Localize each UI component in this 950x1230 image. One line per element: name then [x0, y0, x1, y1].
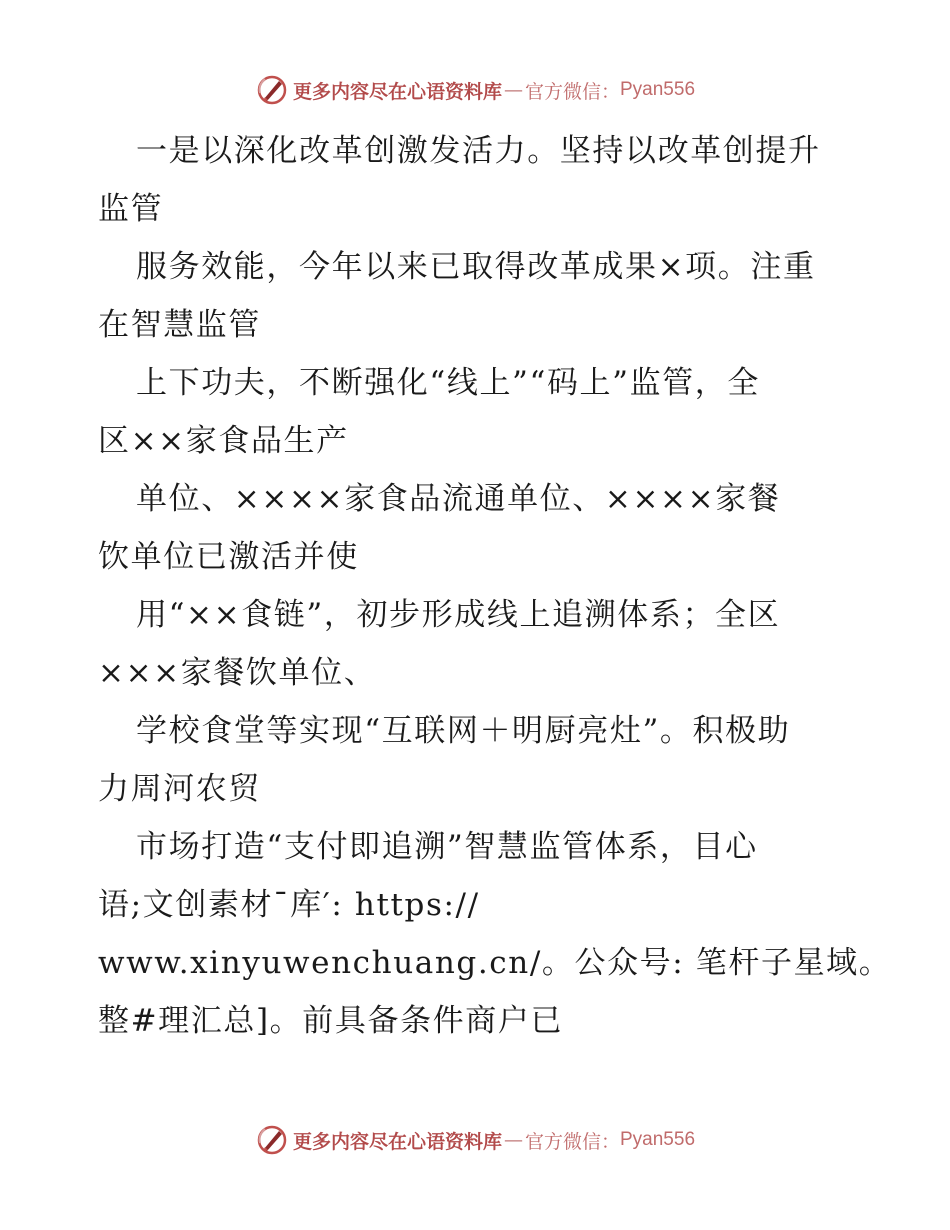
body-line: 饮单位已激活并使	[98, 539, 359, 575]
banner-wechat-label: 官方微信：	[524, 80, 620, 103]
body-line: 整#理汇总]。前具备条件商户已	[98, 1003, 564, 1039]
quill-pen-logo-icon	[255, 1123, 289, 1157]
banner-wechat-label: 官方微信：	[524, 1130, 620, 1153]
body-line: 一是以深化改革创激发活力。坚持以改革创提升	[136, 133, 821, 169]
footer-banner	[0, 1120, 950, 1160]
body-line: ×××家餐饮单位、	[98, 655, 377, 691]
banner-slogan: 更多内容尽在心语资料库	[292, 1130, 502, 1153]
body-line: 用“××食链”，初步形成线上追溯体系；全区	[136, 597, 781, 633]
document-body	[98, 122, 892, 1050]
body-line: 力周河农贸	[98, 771, 261, 807]
body-line: 单位、××××家食品流通单位、××××家餐	[136, 481, 781, 517]
body-line: 区××家食品生产	[98, 423, 349, 459]
body-line: 市场打造“支付即追溯”智慧监管体系，目心	[136, 829, 758, 865]
banner-dash: —	[503, 79, 523, 101]
body-line: www.xinyuwenchuang.cn/。公众号: 笔杆子星域。	[98, 945, 892, 981]
banner-dash: —	[503, 1129, 523, 1151]
banner-wechat-id: Pyan556	[620, 1129, 696, 1150]
header-banner	[0, 70, 950, 110]
body-line: 监管	[98, 191, 164, 227]
body-line: 学校食堂等实现“互联网＋明厨亮灶”。积极助	[136, 713, 791, 749]
banner-wechat-id: Pyan556	[620, 79, 696, 100]
body-line: 上下功夫，不断强化“线上”“码上”监管，全	[136, 365, 760, 401]
quill-pen-logo-icon	[255, 73, 289, 107]
body-line: 语;文创素材¯库′: https://	[98, 887, 480, 923]
body-line: 在智慧监管	[98, 307, 261, 343]
banner-slogan: 更多内容尽在心语资料库	[292, 80, 502, 103]
body-line: 服务效能，今年以来已取得改革成果×项。注重	[136, 249, 816, 285]
